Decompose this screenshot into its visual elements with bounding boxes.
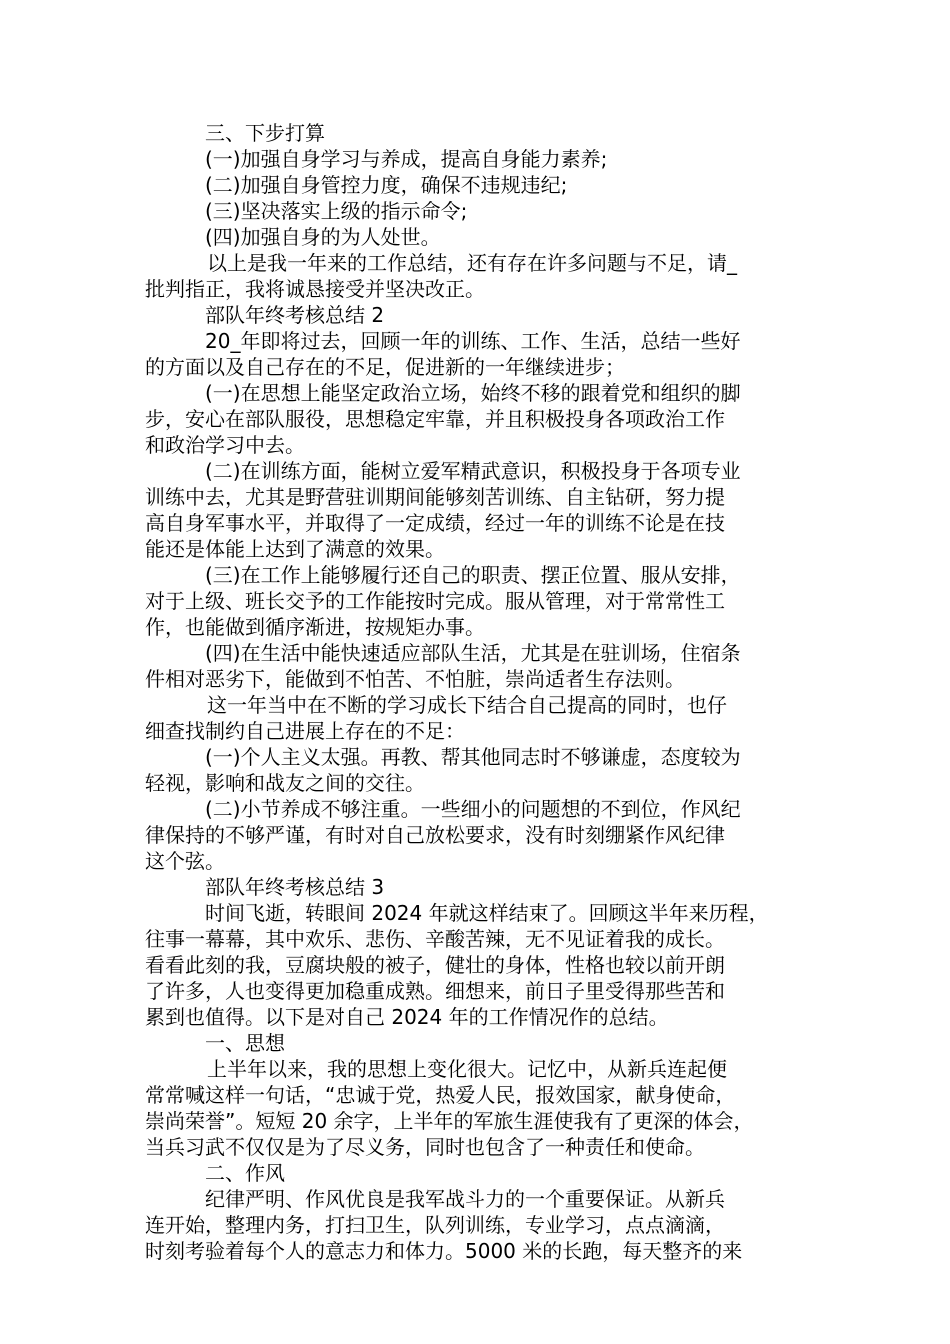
paragraph-line: 以上是我一年来的工作总结，还有存在许多问题与不足，请_ [207, 251, 737, 275]
paragraph-line: 时间飞逝，转眼间 2024 年就这样结束了。回顾这半年来历程， [205, 901, 769, 925]
paragraph-line: 轻视，影响和战友之间的交往。 [145, 771, 425, 795]
section-heading: 三、下步打算 [205, 121, 325, 145]
paragraph-line: 高自身军事水平，并取得了一定成绩，经过一年的训练不论是在技 [145, 511, 725, 535]
paragraph-line: 作，也能做到循序渐进，按规矩办事。 [145, 615, 485, 639]
paragraph-line: 纪律严明、作风优良是我军战斗力的一个重要保证。从新兵 [205, 1187, 725, 1211]
section-heading: 一、思想 [205, 1031, 285, 1055]
paragraph-line: 这个弦。 [145, 849, 225, 873]
paragraph-line: (一)在思想上能坚定政治立场，始终不移的跟着党和组织的脚 [205, 381, 741, 405]
paragraph-line: 细查找制约自己进展上存在的不足： [145, 719, 465, 743]
list-item: (三)坚决落实上级的指示命令; [205, 199, 468, 223]
paragraph-line: (一)个人主义太强。再教、帮其他同志时不够谦虚，态度较为 [205, 745, 741, 769]
section-title: 部队年终考核总结 3 [205, 875, 385, 899]
paragraph-line: 往事一幕幕，其中欢乐、悲伤、辛酸苦辣，无不见证着我的成长。 [145, 927, 725, 951]
paragraph-line: 常常喊这样一句话，“忠诚于党，热爱人民，报效国家，献身使命， [145, 1083, 736, 1107]
paragraph-line: 训练中去，尤其是野营驻训期间能够刻苦训练、自主钻研，努力提 [145, 485, 725, 509]
paragraph-line: 连开始，整理内务，打扫卫生，队列训练，专业学习，点点滴滴， [145, 1213, 725, 1237]
paragraph-line: 的方面以及自己存在的不足，促进新的一年继续进步； [145, 355, 625, 379]
paragraph-line: 对于上级、班长交予的工作能按时完成。服从管理，对于常常性工 [145, 589, 725, 613]
list-item: (一)加强自身学习与养成，提高自身能力素养; [205, 147, 608, 171]
paragraph-line: (三)在工作上能够履行还自己的职责、摆正位置、服从安排， [205, 563, 741, 587]
paragraph-line: 步，安心在部队服役，思想稳定牢靠，并且积极投身各项政治工作 [145, 407, 725, 431]
section-title: 部队年终考核总结 2 [205, 303, 385, 327]
paragraph-line: 了许多，人也变得更加稳重成熟。细想来，前日子里受得那些苦和 [145, 979, 725, 1003]
paragraph-line: (四)在生活中能快速适应部队生活，尤其是在驻训场，住宿条 [205, 641, 741, 665]
paragraph-line: 20_年即将过去，回顾一年的训练、工作、生活，总结一些好 [205, 329, 741, 353]
paragraph-line: (二)小节养成不够注重。一些细小的问题想的不到位，作风纪 [205, 797, 741, 821]
paragraph-line: 上半年以来，我的思想上变化很大。记忆中，从新兵连起便 [207, 1057, 727, 1081]
paragraph-line: 崇尚荣誉”。短短 20 余字，上半年的军旅生涯使我有了更深的体会， [145, 1109, 754, 1133]
paragraph-line: 件相对恶劣下，能做到不怕苦、不怕脏，崇尚适者生存法则。 [145, 667, 685, 691]
paragraph-line: 这一年当中在不断的学习成长下结合自己提高的同时，也仔 [207, 693, 727, 717]
paragraph-line: 当兵习武不仅仅是为了尽义务，同时也包含了一种责任和使命。 [145, 1135, 705, 1159]
document-body [145, 120, 810, 1264]
section-heading: 二、作风 [205, 1161, 285, 1185]
list-item: (四)加强自身的为人处世。 [205, 225, 441, 249]
paragraph-line: 累到也值得。以下是对自己 2024 年的工作情况作的总结。 [145, 1005, 669, 1029]
paragraph-line: 批判指正，我将诚恳接受并坚决改正。 [145, 277, 485, 301]
list-item: (二)加强自身管控力度，确保不违规违纪; [205, 173, 568, 197]
paragraph-line: 能还是体能上达到了满意的效果。 [145, 537, 445, 561]
paragraph-line: 律保持的不够严谨，有时对自己放松要求，没有时刻绷紧作风纪律 [145, 823, 725, 847]
paragraph-line: 时刻考验着每个人的意志力和体力。5000 米的长跑，每天整齐的来 [145, 1239, 743, 1263]
paragraph-line: 看看此刻的我，豆腐块般的被子，健壮的身体，性格也较以前开朗 [145, 953, 725, 977]
paragraph-line: 和政治学习中去。 [145, 433, 305, 457]
paragraph-line: (二)在训练方面，能树立爱军精武意识，积极投身于各项专业 [205, 459, 741, 483]
